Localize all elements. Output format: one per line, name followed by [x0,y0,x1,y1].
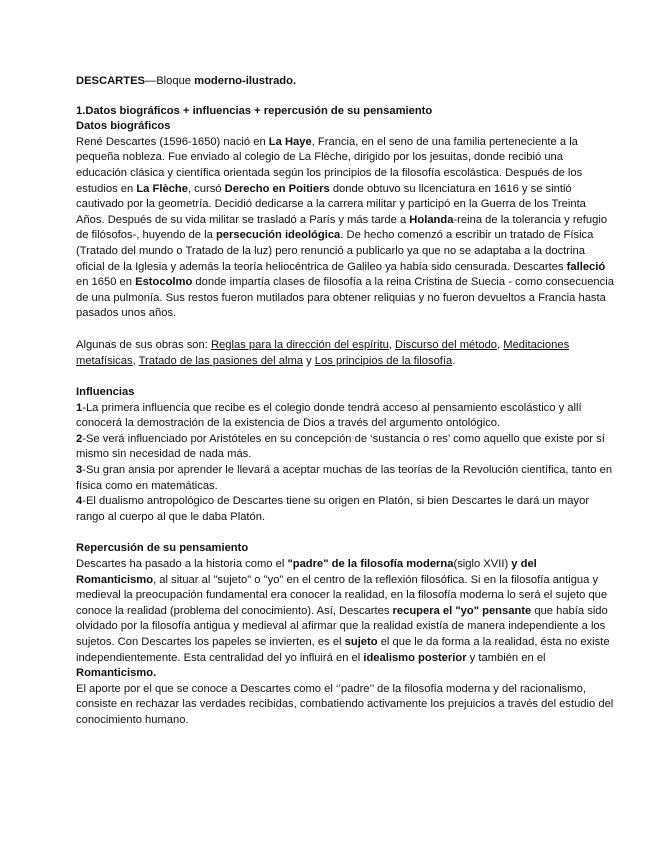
repercusion-paragraph: Descartes ha pasado a la historia como el "padre" de la filosofía moderna(siglo XVII) y del Romanticismo, al situar al "sujeto" o "yo" en el centro de la reflexión filosófica. Si en la filosofía antigua y medieval la preocupación fundamental era conocer la realidad, en la filosofía moderna lo será el sujeto que conoce la realidad (problema del conocimiento). Así, Descartes recupera el "yo" pensante que había sido olvidado por la filosofía antigua y medieval al afirmar que la realidad existía de manera independiente a los sujetos. Con Descartes los papeles se invierten, es el sujeto el que le da forma a la realidad, ésta no existe independientemente. Esta centralidad del yo influirá en el idealismo posterior y también en el Romanticismo. [76,558,610,680]
subheading-datos: Datos biográficos [76,120,171,133]
work-link-meditaciones[interactable]: Meditaciones metafísicas [76,338,570,367]
work-link-discurso[interactable]: Discurso del método [395,338,498,351]
document-title [76,74,615,90]
aporte-paragraph: El aporte por el que se conoce a Descartes como el ‘’padre’’ de la filosofía moderna y del racionalismo, consiste en rechazar las verdades recibidas, combatiendo activamente los prejuicios a través del estudio del conocimiento humano. [76,682,614,726]
bio-paragraph: René Descartes (1596-1650) nació en La Haye, Francia, en el seno de una familia perteneciente a la pequeña nobleza. Fue enviado al colegio de La Flèche, dirigido por los jesuitas, donde recibió una educación clásica y científica orientada según los principios de la filosofía escolástica. Después de los estudios en La Flèche, cursó Derecho en Poitiers donde obtuvo su licenciatura en 1616 y se sintió cautivado por la geometría. Decidió dedicarse a la carrera militar y participó en la Guerra de los Treinta Años. Después de su vida militar se trasladó a París y más tarde a Holanda-reina de la tolerancia y refugio de filósofos-, huyendo de la persecución ideológica. De hecho comenzó a escribir un tratado de Física (Tratado del mundo o Tratado de la luz) pero renunció a publicarlo ya que no se adaptaba a la doctrina oficial de la Iglesia y además la teoría heliocéntrica de Galileo ya había sido censurada. Descartes falleció en 1650 en Estocolmo donde impartía clases de filosofía a la reina Cristina de Suecia - como consecuencia de una pulmonía. Sus restos fueron mutilados para obtener reliquias y no fueron devueltos a Francia hasta pasados unos años. [76,135,614,320]
work-link-tratado[interactable]: Tratado de las pasiones del alma [138,354,303,367]
influencias-heading: Influencias [76,386,135,399]
work-link-reglas[interactable]: Reglas para la dirección del espíritu [210,338,389,351]
influencia-item: 2-Se verá influenciado por Aristóteles en su concepción de ‘sustancia o res’ como aquello que existe por sí mismo sin necesidad de nada más. [76,432,605,461]
influencia-item: 1-La primera influencia que recibe es el colegio donde tendrá acceso al pensamiento escolástico y allí conocerá la demostración de la existencia de Dios a través del argumento ontológico. [76,401,582,430]
section-heading: 1.Datos biográficos + influencias + repercusión de su pensamiento [76,104,433,117]
title-block: moderno-ilustrado. [194,75,297,87]
title-name: DESCARTES [76,75,145,87]
influencia-item: 3-Su gran ansia por aprender le llevará a aceptar muchas de las teorías de la Revolución científica, tanto en física como en matemáticas. [76,464,613,492]
work-link-principios[interactable]: Los principios de la filosofía [314,354,453,367]
repercusion-heading: Repercusión de su pensamiento [76,542,249,555]
works-paragraph: Algunas de sus obras son: Reglas para la dirección del espíritu, Discurso del método, Meditaciones metafísicas, Tratado de las pasiones del alma y Los principios de la filosofía. [76,338,570,367]
influencia-item: 4-El dualismo antropológico de Descartes tiene su origen en Platón, si bien Descartes le dará un mayor rango al cuerpo al que le daba Platón. [76,495,590,523]
title-dash: —Bloque [145,75,195,87]
